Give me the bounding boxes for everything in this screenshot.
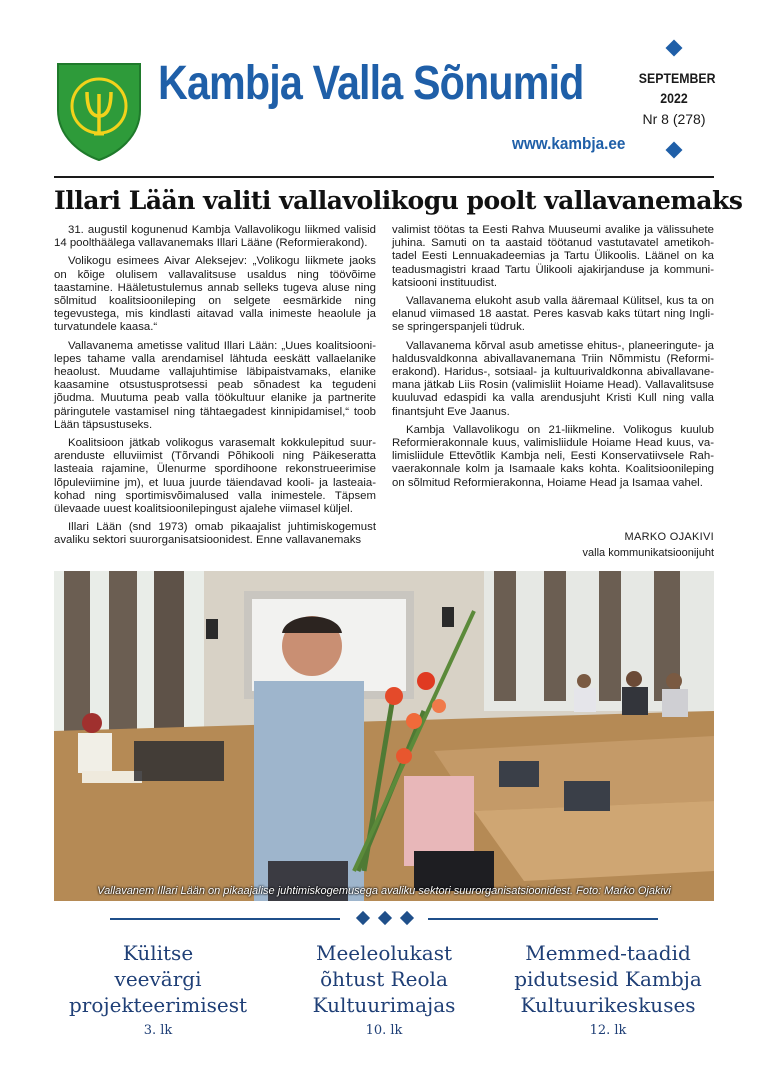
issue-month: SEPTEMBER [638,70,716,86]
article-paragraph: Koalitsioon jätkab volikogus varasemalt kokkulepitud suurarenduste elluviimist (Tõrvandi Põhikooli ning Päikeseratta lasteaia rajamine, Ülenurme spordihoone rekonstrueerimise lõpuleviimine jm), et luua juurde täiendavad kooli- ja lasteaiakohad ning sportimisvõimalused valla inimestele. Täpsem ülevaade uuest koalitsioonilepingust ajalehe viimasel küljel. [54,437,376,516]
teaser-title-line: projekteerimisest [69,993,247,1017]
article-byline [392,529,714,561]
teaser-page-ref: 12. lk [589,1023,627,1038]
article-column-left [54,224,376,553]
issue-number: Nr 8 (278) [642,111,706,127]
teaser-title-line: pidutsesid Kambja [514,967,702,991]
teaser-reola[interactable] [284,940,484,1042]
issue-info [634,42,714,156]
diamond-icon [356,911,370,925]
divider-line [110,918,340,920]
section-divider [110,908,658,930]
article-paragraph: Vallavanema kõrval asub ametisse ehitus-, planeeringute- ja haldusvaldkonna abivallavanemana Triin Nõmmistu (Reformierakond). Haridus-, sotsiaal- ja kultuurivaldkonna abivallavanemana jätkab Liis Rosin (valimisliit Hoiame Head). Vallavalitsuse kuuluvad edaspidi ka valla arendusjuht Kristi Kull ning valla finantsjuht Eve Jaanus. [392,339,714,418]
photo-caption: Vallavanem Illari Lään on pikaajalise juhtimiskogemusega avaliku sektori suurorganisatsioonidest. Foto: Marko Ojakivi [97,885,671,897]
article-paragraph: Volikogu esimees Aivar Aleksejev: „Volikogu liikmete jaoks on kõige olulisem vallavalitsuse usaldus ning töövõime taastamine. Hääletustulemus annab selleks tugeva aluse ning sõlmitud koalitsioonileping on selgete eesmärkide ning tegevustega, mis kindlasti aitavad valla inimeste heaolule ja turvatundele kaasa.“ [54,255,376,334]
teaser-kulitse[interactable] [58,940,258,1042]
teaser-title-line: Memmed-taadid [525,941,691,965]
teaser-title-line: Külitse [122,941,194,965]
teaser-kambja[interactable] [508,940,708,1042]
kambja-crest-icon [54,60,144,162]
masthead-divider [54,176,714,178]
article-paragraph: Illari Lään (snd 1973) omab pikaajalist juhtimiskogemust avaliku sektori suurorganisatsioonidest. Enne vallavanemaks [54,521,376,547]
website-link[interactable]: www.kambja.ee [512,134,626,153]
divider-line [428,918,658,920]
article-photo [54,571,714,901]
author-name: MARKO OJAKIVI [624,531,714,543]
teaser-page-ref: 10. lk [365,1023,403,1038]
article-paragraph: 31. augustil kogunenud Kambja Vallavolikogu liikmed valisid 14 poolthäälega vallavanemaks Illari Lääne (Reformierakond). [54,224,376,250]
article-paragraph: Vallavanema elukoht asub valla ääremaal Külitsel, kus ta on elanud viimased 18 aastat. Peres kasvab kaks tütart ning Inglise springerspanjeli tüdruk. [392,295,714,334]
issue-year: 2022 [660,90,688,106]
masthead [0,0,768,175]
article-column-right [392,224,714,495]
teaser-title-line: õhtust Reola [320,967,448,991]
teaser-title [58,940,258,1018]
teaser-title-line: Kultuurimajas [312,993,456,1017]
article-paragraph: Vallavanema ametisse valitud Illari Lään: „Uues koalitsioonilepes tahame valla arendamisel lähtuda eeskätt vallaelanike heaolust. Muudame vallajuhtimise läbipaistvamaks, elanike kaasamine otsustusprotsessi peab sõnadest ka tegudeni jõudma. Muutuma peab valla töökultuur elanike ja partnerite päringutele vastamisel ning tähtaegadest kinnipidamisel,“ toob Lään täpsustuseks. [54,339,376,431]
article-paragraph: valimist töötas ta Eesti Rahva Muuseumi avalike ja välissuhete juhina. Samuti on ta aastaid töötanud vastutavatel ametikohtadel Eesti Lennuakadeemias ja Tartu Ülikoolis. Läänel on ka teadusmagistri kraad Tartu Ülikooli ajakirjanduse ja kommunikatsiooni instituudist. [392,224,714,289]
teaser-page-ref: 3. lk [143,1023,173,1038]
article-headline: Illari Lään valiti vallavolikogu poolt vallavanemaks [54,186,743,215]
teaser-title-line: veevärgi [114,967,202,991]
teaser-title-line: Kultuurikeskuses [520,993,696,1017]
article-paragraph: Kambja Vallavolikogu on 21-liikmeline. Volikogus kuulub Reformierakonnale kuus, valimisliidule Hoiame Head kuus, valimisliidule Ettevõtlik Kambja neli, Eesti Konservatiivsele Rahvaerakonnale kolm ja Isamaale kaks kohta. Koalitsioonileping on sõlmitud Reformierakonna, Hoiame Head ja Isamaa vahel. [392,423,714,489]
teaser-title [284,940,484,1018]
diamond-icon [378,911,392,925]
author-role: valla kommunikatsioonijuht [582,547,714,559]
diamond-icon [400,911,414,925]
newspaper-title: Kambja Valla Sõnumid [158,57,584,110]
teaser-title [508,940,708,1018]
diamond-icon [666,142,683,159]
teaser-title-line: Meeleolukast [315,941,453,965]
